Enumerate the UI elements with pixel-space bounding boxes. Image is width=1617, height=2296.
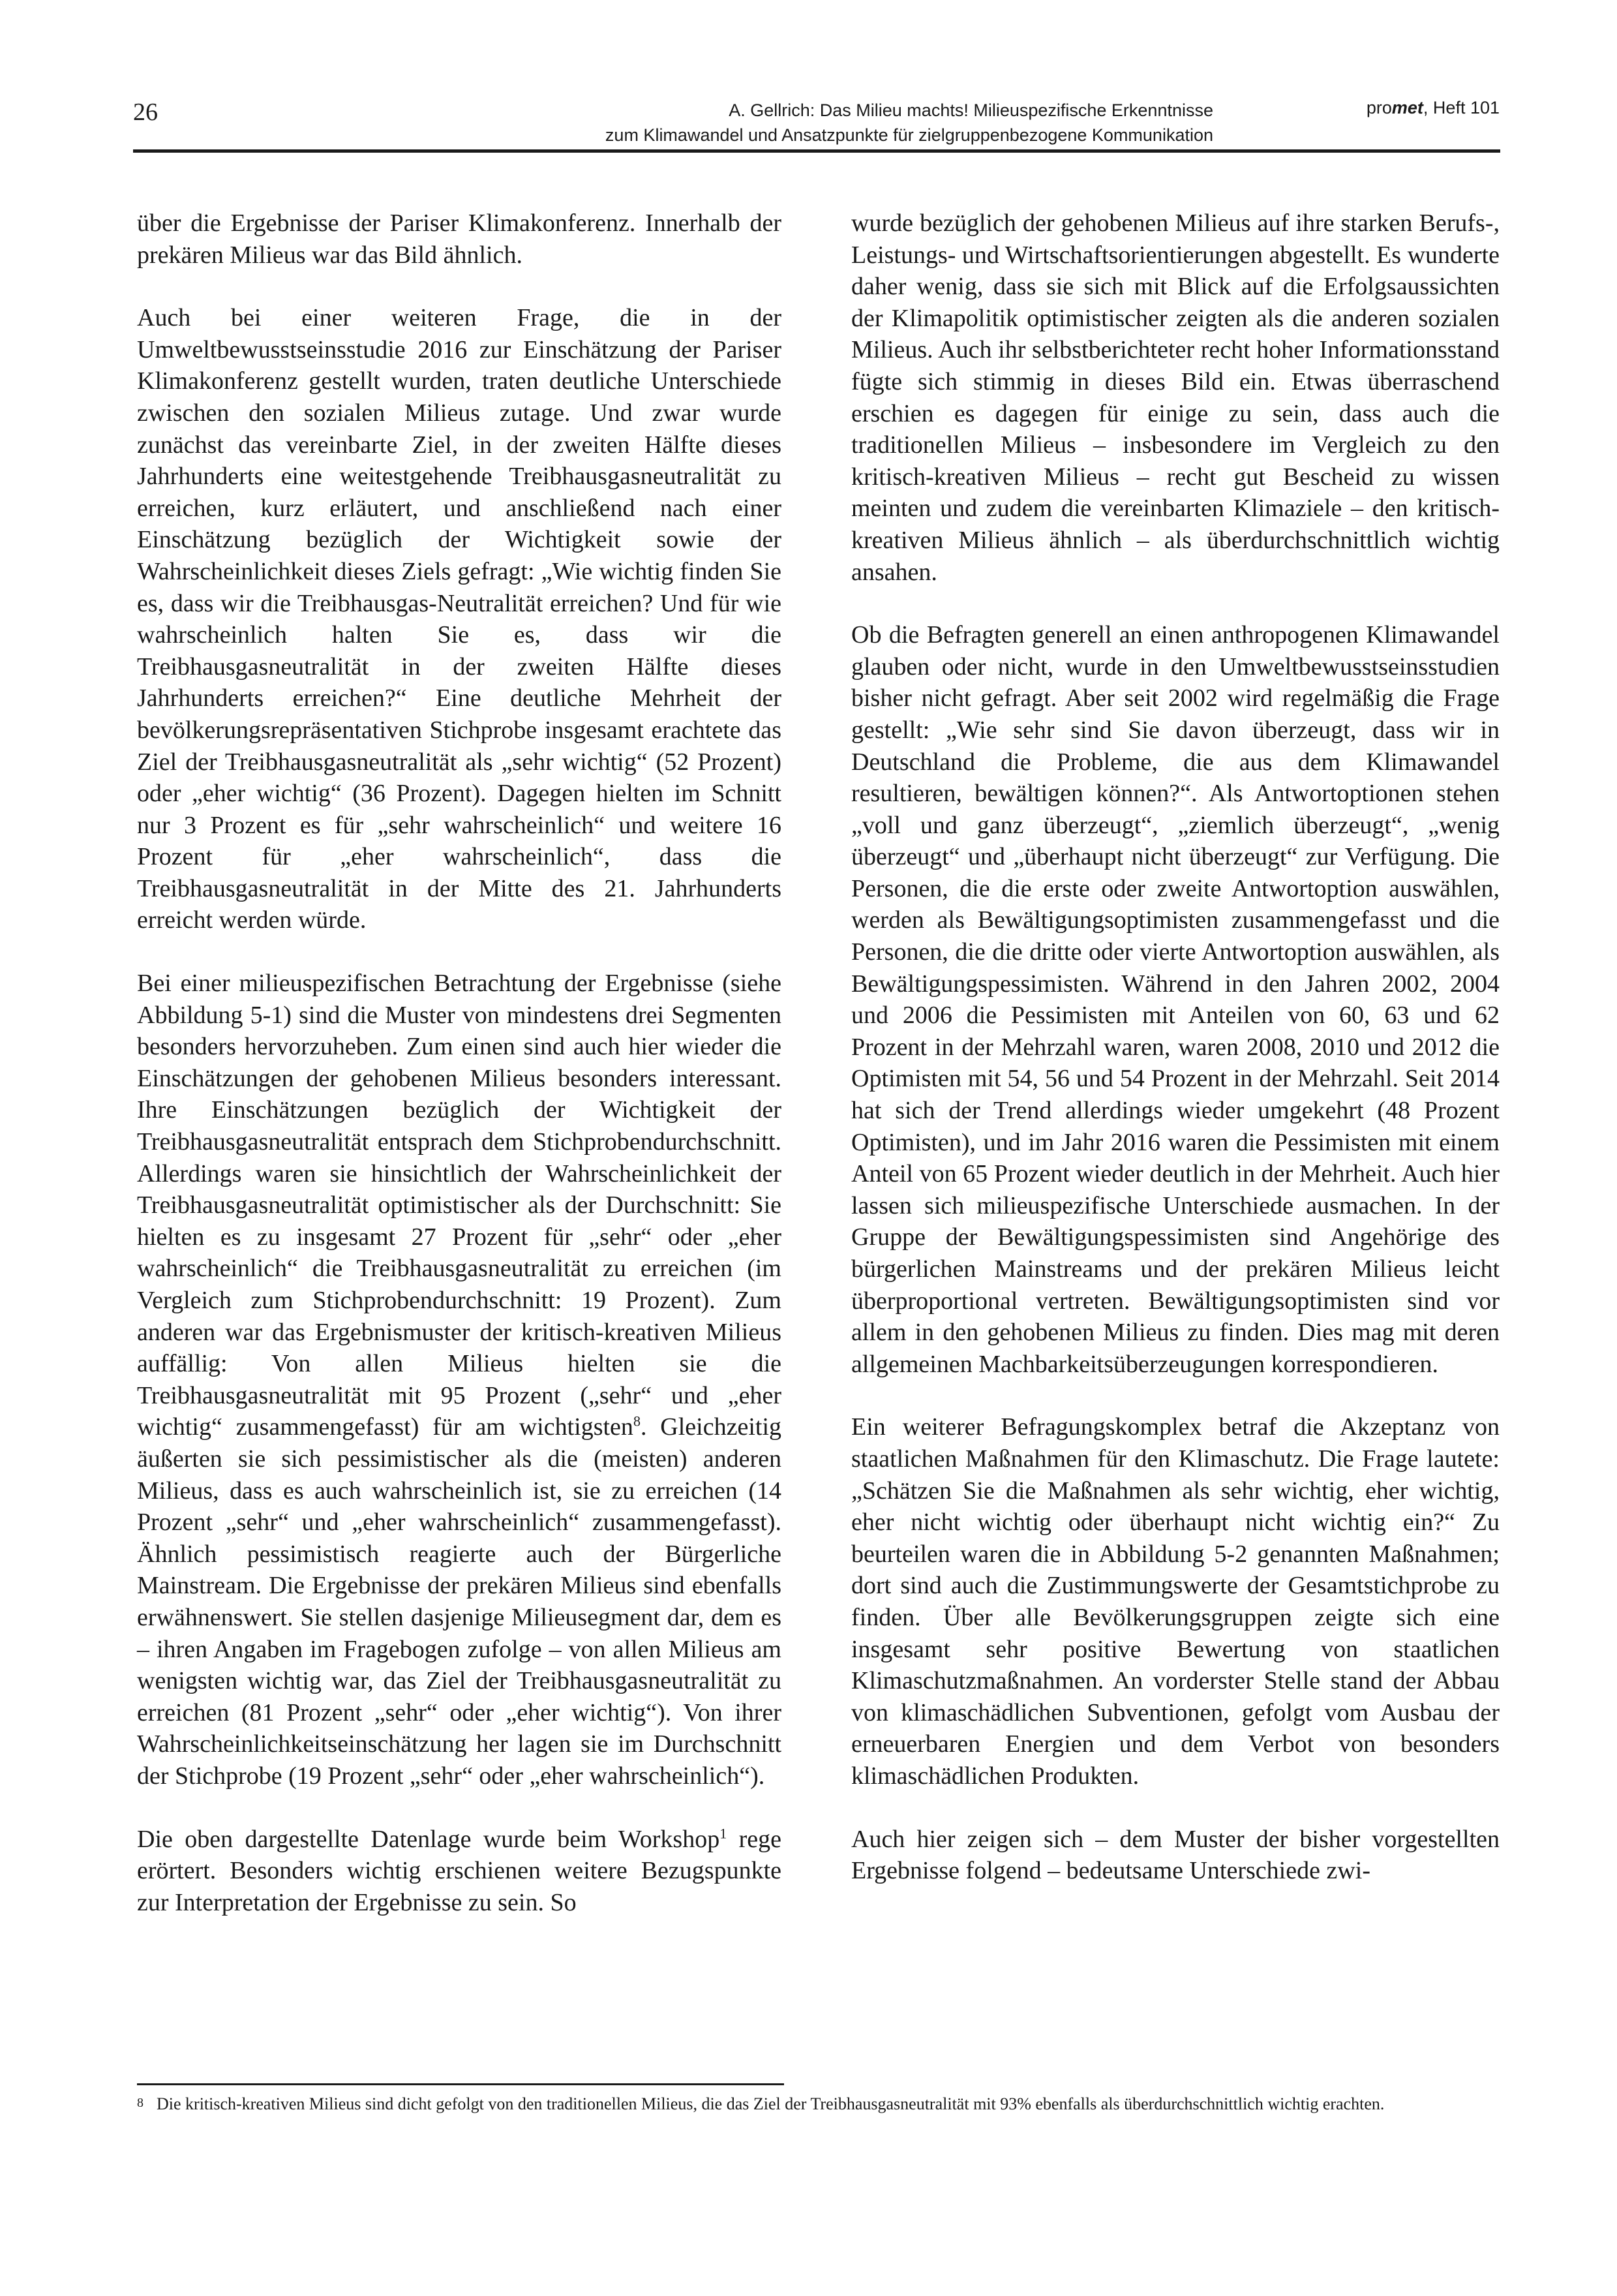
left-paragraph-3-part-a: Bei einer milieuspezifischen Betrachtung der Ergebnisse (siehe Abbildung 5-1) sind die Muster von mindestens drei Segmenten besonders hervorzuheben. Zum einen sind auch hier wieder die Einschätzungen der gehobenen Milieus besonders interessant. Ihre Einschätzungen bezüglich der Wichtigkeit der Treibhausgasneutralität entsprach dem Stichprobendurchschnitt. Allerdings waren sie hinsichtlich der Wahrscheinlichkeit der Treibhausgasneutralität optimistischer als der Durchschnitt: Sie hielten es zu insgesamt 27 Prozent für „sehr“ oder „eher wahrscheinlich“ die Treibhausgasneutralität zu erreichen (im Vergleich zum Stichprobendurchschnitt: 19 Prozent). Zum anderen war das Ergebnismuster der kritisch-kreativen Milieus auffällig: Von allen Milieus hielten sie die Treibhausgasneutralität mit 95 Prozent („sehr“ und „eher wichtig“ zusammengefasst) für am wichtigsten (137, 970, 781, 1441)
running-title-line-2: zum Klimawandel und Ansatzpunkte für zielgruppenbezogene Kommunikation (605, 125, 1213, 145)
right-paragraph-4: Auch hier zeigen sich – dem Muster der bisher vorgestellten Ergebnisse folgend – bedeutsame Unterschiede zwi- (851, 1825, 1500, 1885)
journal-name (1367, 98, 1500, 118)
footnote-reference-1: 1 (719, 1824, 727, 1841)
left-paragraph-3 (137, 968, 781, 1792)
page-number: 26 (133, 99, 158, 126)
footnote-number: 8 (137, 2096, 144, 2110)
journal-brand-met: met (1391, 98, 1423, 117)
footnote (137, 2093, 1500, 2115)
left-paragraph-4-part-a: Die oben dargestellte Datenlage wurde beim Workshop (137, 1825, 720, 1853)
running-title (404, 98, 1213, 147)
left-column (137, 207, 781, 1950)
right-paragraph-2: Ob die Befragten generell an einen anthropogenen Klimawandel glauben oder nicht, wurde in den Umweltbewusstseinsstudien bisher nicht gefragt. Aber seit 2002 wird regelmäßig die Frage gestellt: „Wie sehr sind Sie davon überzeugt, dass wir in Deutschland die Probleme, die aus dem Klimawandel resultieren, bewältigen können?“. Als Antwortoptionen stehen „voll und ganz überzeugt“, „ziemlich überzeugt“, „wenig überzeugt“ und „überhaupt nicht überzeugt“ zur Verfügung. Die Personen, die die erste oder zweite Antwortoption auswählen, werden als Bewältigungsoptimisten zusammengefasst und die Personen, die die dritte oder vierte Antwortoption auswählen, als Bewältigungspessimisten. Während in den Jahren 2002, 2004 und 2006 die Pessimisten mit Anteilen von 60, 63 und 62 Prozent in der Mehrzahl waren, waren 2008, 2010 und 2012 die Optimisten mit 54, 56 und 54 Prozent in der Mehrzahl. Seit 2014 hat sich der Trend allerdings wieder umgekehrt (48 Prozent Optimisten), und im Jahr 2016 waren die Pessimisten mit einem Anteil von 65 Prozent wieder deutlich in der Mehrheit. Auch hier lassen sich milieuspezifische Unterschiede ausmachen. In der Gruppe der Bewältigungspessimisten sind Angehörige des bürgerlichen Mainstreams und der prekären Milieus leicht überproportional vertreten. Bewältigungsoptimisten sind vor allem in den gehobenen Milieus zu finden. Dies mag mit deren allgemeinen Machbarkeitsüberzeugungen korrespondieren. (851, 621, 1500, 1378)
left-paragraph-4-part-b: rege erörtert. Besonders wichtig erschienen weitere Bezugspunkte zur Interpretation der Ergebnisse zu sein. So (137, 1825, 782, 1916)
left-paragraph-1: über die Ergebnisse der Pariser Klimakonferenz. Innerhalb der prekären Milieus war das Bild ähnlich. (137, 209, 781, 269)
footnote-text: Die kritisch-kreativen Milieus sind dicht gefolgt von den traditionellen Milieus, die das Ziel der Treibhausgasneutralität mit 93% ebenfalls als überdurchschnittlich wichtig erachten. (157, 2094, 1385, 2113)
left-paragraph-2: Auch bei einer weiteren Frage, die in der Umweltbewusstseinsstudie 2016 zur Einschätzung der Pariser Klimakonferenz gestellt wurden, traten deutliche Unterschiede zwischen den sozialen Milieus zutage. Und zwar wurde zunächst das vereinbarte Ziel, in der zweiten Hälfte dieses Jahrhunderts eine weitestgehende Treibhausgasneutralität zu erreichen, kurz erläutert, und anschließend nach einer Einschätzung bezüglich der Wichtigkeit sowie der Wahrscheinlichkeit dieses Ziels gefragt: „Wie wichtig finden Sie es, dass wir die Treibhausgas-Neutralität erreichen? Und für wie wahrscheinlich halten Sie es, dass wir die Treibhausgasneutralität in der zweiten Hälfte dieses Jahrhunderts erreichen?“ Eine deutliche Mehrheit der bevölkerungsrepräsentativen Stichprobe insgesamt erachtete das Ziel der Treibhausgasneutralität als „sehr wichtig“ (52 Prozent) oder „eher wichtig“ (36 Prozent). Dagegen hielten im Schnitt nur 3 Prozent es für „sehr wahrscheinlich“ und weitere 16 Prozent für „eher wahrscheinlich“, dass die Treibhausgasneutralität in der Mitte des 21. Jahrhunderts erreicht werden würde. (137, 304, 781, 934)
footnote-rule (137, 2083, 784, 2085)
right-column (851, 207, 1500, 1918)
running-title-line-1: A. Gellrich: Das Milieu machts! Milieuspezifische Erkenntnisse (729, 100, 1213, 120)
footnote-reference-8: 8 (633, 1413, 641, 1430)
header-rule (133, 149, 1500, 153)
journal-issue: , Heft 101 (1423, 98, 1500, 117)
journal-brand-pro: pro (1366, 98, 1392, 117)
right-paragraph-3: Ein weiterer Befragungskomplex betraf die Akzeptanz von staatlichen Maßnahmen für den Klimaschutz. Die Frage lautete: „Schätzen Sie die Maßnahmen als sehr wichtig, eher wichtig, eher nicht wichtig oder überhaupt nicht wichtig ein?“ Zu beurteilen waren die in Abbildung 5-2 genannten Maßnahmen; dort sind auch die Zustimmungswerte der Gesamtstichprobe zu finden. Über alle Bevölkerungsgruppen zeigte sich eine insgesamt sehr positive Bewertung von staatlichen Klimaschutzmaßnahmen. An vorderster Stelle stand der Abbau von klimaschädlichen Subventionen, gefolgt vom Ausbau der erneuerbaren Energien und dem Verbot von besonders klimaschädlichen Produkten. (851, 1413, 1500, 1790)
left-paragraph-4 (137, 1824, 781, 1919)
right-paragraph-1: wurde bezüglich der gehobenen Milieus auf ihre starken Berufs-, Leistungs- und Wirtschaftsorientierungen abgestellt. Es wunderte daher wenig, dass sie sich mit Blick auf die Erfolgsaussichten der Klimapolitik optimistischer zeigten als die anderen sozialen Milieus. Auch ihr selbstberichteter recht hoher Informationsstand fügte sich stimmig in dieses Bild ein. Etwas überraschend erschien es dagegen für einige zu sein, dass auch die traditionellen Milieus – insbesondere im Vergleich zu den kritisch-kreativen Milieus – recht gut Bescheid zu wissen meinten und zudem die vereinbarten Klimaziele – den kritisch-kreativen Milieus ähnlich – als überdurchschnittlich wichtig ansahen. (851, 209, 1500, 586)
left-paragraph-3-part-b: . Gleichzeitig äußerten sie sich pessimistischer als die (meisten) anderen Milieus, dass es auch wahrscheinlich ist, sie zu erreichen (14 Prozent „sehr“ und „eher wahrscheinlich“ zusammengefasst). Ähnlich pessimistisch reagierte auch der Bürgerliche Mainstream. Die Ergebnisse der prekären Milieus sind ebenfalls erwähnenswert. Sie stellen dasjenige Milieusegment dar, dem es – ihren Angaben im Fragebogen zufolge – von allen Milieus am wenigsten wichtig war, das Ziel der Treibhausgasneutralität zu erreichen (81 Prozent „sehr“ oder „eher wichtig“). Von ihrer Wahrscheinlichkeitseinschätzung her lagen sie im Durchschnitt der Stichprobe (19 Prozent „sehr“ oder „eher wahrscheinlich“). (137, 1413, 782, 1790)
